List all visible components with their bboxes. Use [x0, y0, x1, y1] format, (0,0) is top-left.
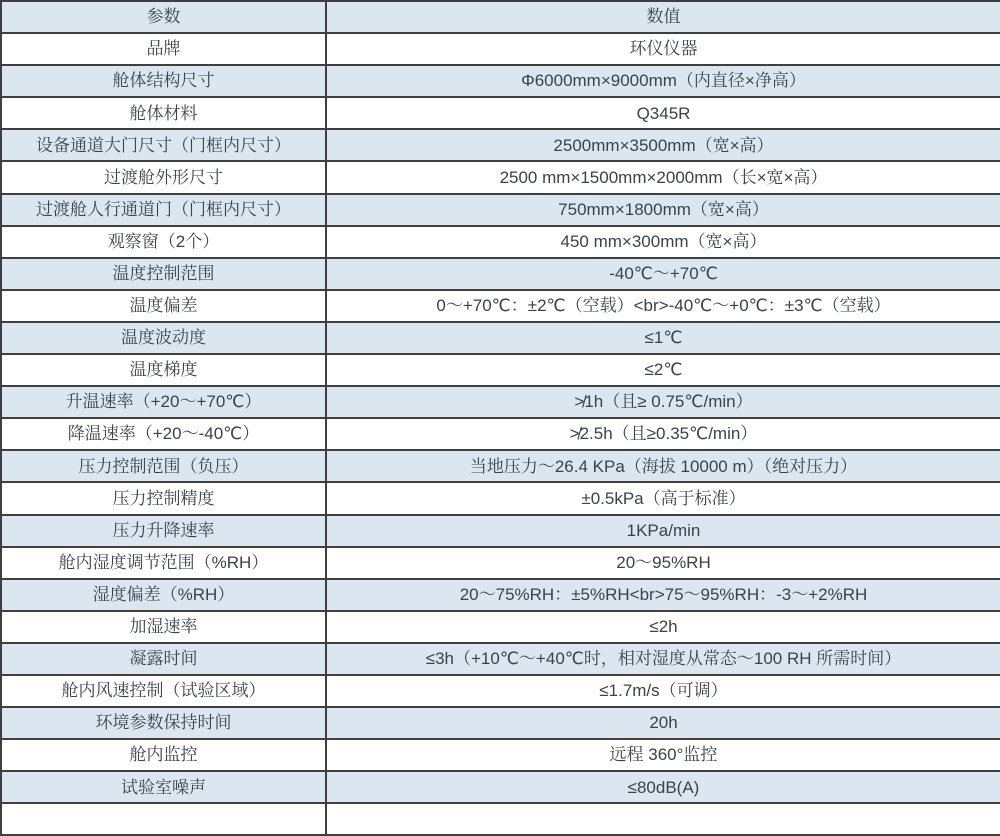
value-cell: 20h [326, 707, 1000, 739]
param-cell: 温度波动度 [1, 322, 326, 354]
table-row [1, 739, 1000, 771]
param-cell: 舱内湿度调节范围（%RH） [1, 547, 326, 579]
value-cell: 环仪仪器 [326, 33, 1000, 65]
spec-table-header [1, 1, 1000, 33]
param-cell: 舱内监控 [1, 739, 326, 771]
table-row [1, 226, 1000, 258]
table-row [1, 515, 1000, 547]
param-cell: 舱体结构尺寸 [1, 65, 326, 97]
param-cell [1, 803, 326, 835]
param-cell: 设备通道大门尺寸（门框内尺寸） [1, 129, 326, 161]
param-cell: 压力升降速率 [1, 515, 326, 547]
table-row [1, 675, 1000, 707]
param-cell: 压力控制范围（负压） [1, 450, 326, 482]
table-row [1, 97, 1000, 129]
value-cell: 0～+70℃：±2℃（空载）<br>-40℃～+0℃：±3℃（空载） [326, 290, 1000, 322]
param-cell: 过渡舱外形尺寸 [1, 161, 326, 193]
param-cell: 降温速率（+20～-40℃） [1, 418, 326, 450]
table-row [1, 771, 1000, 803]
param-cell: 凝露时间 [1, 643, 326, 675]
table-row [1, 611, 1000, 643]
table-row [1, 194, 1000, 226]
value-cell: ±0.5kPa（高于标准） [326, 482, 1000, 514]
value-cell: Q345R [326, 97, 1000, 129]
value-cell: 2500 mm×1500mm×2000mm（长×宽×高） [326, 161, 1000, 193]
value-cell: -40℃～+70℃ [326, 258, 1000, 290]
value-cell: ≤3h（+10℃～+40℃时，相对湿度从常态～100 RH 所需时间） [326, 643, 1000, 675]
param-cell: 过渡舱人行通道门（门框内尺寸） [1, 194, 326, 226]
value-cell: ≤1.7m/s（可调） [326, 675, 1000, 707]
param-cell: 温度梯度 [1, 354, 326, 386]
value-cell: Φ6000mm×9000mm（内直径×净高） [326, 65, 1000, 97]
table-row [1, 803, 1000, 835]
value-cell: 当地压力～26.4 KPa（海拔 10000 m）（绝对压力） [326, 450, 1000, 482]
table-row [1, 161, 1000, 193]
value-cell: ≤2h [326, 611, 1000, 643]
table-row [1, 322, 1000, 354]
value-cell: ≤1℃ [326, 322, 1000, 354]
table-row [1, 707, 1000, 739]
value-cell: ≯2.5h（且≥0.35℃/min） [326, 418, 1000, 450]
value-cell: ≤80dB(A) [326, 771, 1000, 803]
header-row [1, 1, 1000, 33]
table-row [1, 450, 1000, 482]
param-cell: 舱体材料 [1, 97, 326, 129]
table-row [1, 643, 1000, 675]
value-cell: 450 mm×300mm（宽×高） [326, 226, 1000, 258]
table-row [1, 418, 1000, 450]
value-cell: 20～95%RH [326, 547, 1000, 579]
param-cell: 温度控制范围 [1, 258, 326, 290]
table-row [1, 290, 1000, 322]
value-cell [326, 803, 1000, 835]
value-cell: 750mm×1800mm（宽×高） [326, 194, 1000, 226]
param-cell: 品牌 [1, 33, 326, 65]
table-row [1, 258, 1000, 290]
table-row [1, 65, 1000, 97]
value-cell: 2500mm×3500mm（宽×高） [326, 129, 1000, 161]
param-cell: 温度偏差 [1, 290, 326, 322]
param-cell: 试验室噪声 [1, 771, 326, 803]
table-row [1, 579, 1000, 611]
value-cell: ≤2℃ [326, 354, 1000, 386]
column-header-param: 参数 [1, 1, 326, 33]
table-row [1, 547, 1000, 579]
table-row [1, 354, 1000, 386]
value-cell: 20～75%RH：±5%RH<br>75～95%RH：-3～+2%RH [326, 579, 1000, 611]
param-cell: 舱内风速控制（试验区域） [1, 675, 326, 707]
param-cell: 压力控制精度 [1, 482, 326, 514]
spec-table-body [1, 33, 1000, 835]
table-row [1, 482, 1000, 514]
table-row [1, 386, 1000, 418]
param-cell: 湿度偏差（%RH） [1, 579, 326, 611]
param-cell: 升温速率（+20～+70℃） [1, 386, 326, 418]
param-cell: 观察窗（2个） [1, 226, 326, 258]
param-cell: 环境参数保持时间 [1, 707, 326, 739]
value-cell: 1KPa/min [326, 515, 1000, 547]
table-row [1, 33, 1000, 65]
column-header-value: 数值 [326, 1, 1000, 33]
value-cell: 远程 360°监控 [326, 739, 1000, 771]
table-row [1, 129, 1000, 161]
param-cell: 加湿速率 [1, 611, 326, 643]
value-cell: ≯1h（且≥ 0.75℃/min） [326, 386, 1000, 418]
